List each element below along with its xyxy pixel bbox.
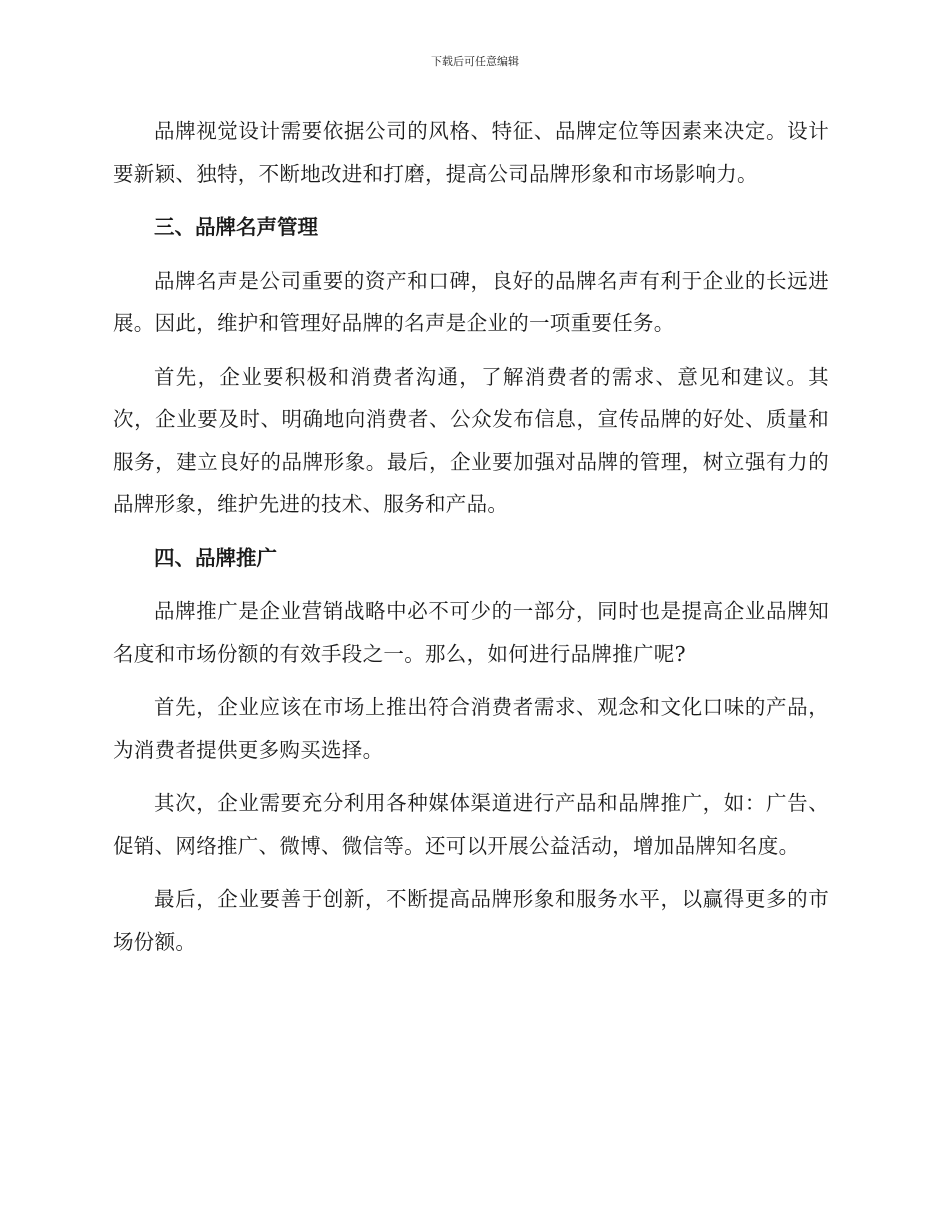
paragraph-reputation-steps: 首先，企业要积极和消费者沟通，了解消费者的需求、意见和建议。其次，企业要及时、明确地向消费者、公众发布信息，宣传品牌的好处、质量和服务，建立良好的品牌形象。最后，企业要加强对品牌的管理，树立强有力的品牌形象，维护先进的技术、服务和产品。 <box>113 364 829 516</box>
section-heading-promotion: 四、品牌推广 <box>154 545 277 570</box>
section-heading-reputation: 三、品牌名声管理 <box>154 215 318 239</box>
paragraph-promotion-last: 最后，企业要善于创新，不断提高品牌形象和服务水平，以赢得更多的市场份额。 <box>113 887 829 954</box>
document-body <box>113 110 829 974</box>
page-header: 下载后可任意编辑 <box>431 55 519 68</box>
paragraph-visual-design: 品牌视觉设计需要依据公司的风格、特征、品牌定位等因素来决定。设计要新颖、独特，不断地改进和打磨，提高公司品牌形象和市场影响力。 <box>113 119 829 186</box>
paragraph-promotion-first: 首先，企业应该在市场上推出符合消费者需求、观念和文化口味的产品，为消费者提供更多购买选择。 <box>113 695 829 762</box>
paragraph-reputation-intro: 品牌名声是公司重要的资产和口碑，良好的品牌名声有利于企业的长远进展。因此，维护和管理好品牌的名声是企业的一项重要任务。 <box>113 268 829 335</box>
paragraph-promotion-intro: 品牌推广是企业营销战略中必不可少的一部分，同时也是提高企业品牌知名度和市场份额的有效手段之一。那么，如何进行品牌推广呢? <box>113 599 829 666</box>
paragraph-promotion-second: 其次，企业需要充分利用各种媒体渠道进行产品和品牌推广，如：广告、促销、网络推广、微博、微信等。还可以开展公益活动，增加品牌知名度。 <box>113 791 829 858</box>
